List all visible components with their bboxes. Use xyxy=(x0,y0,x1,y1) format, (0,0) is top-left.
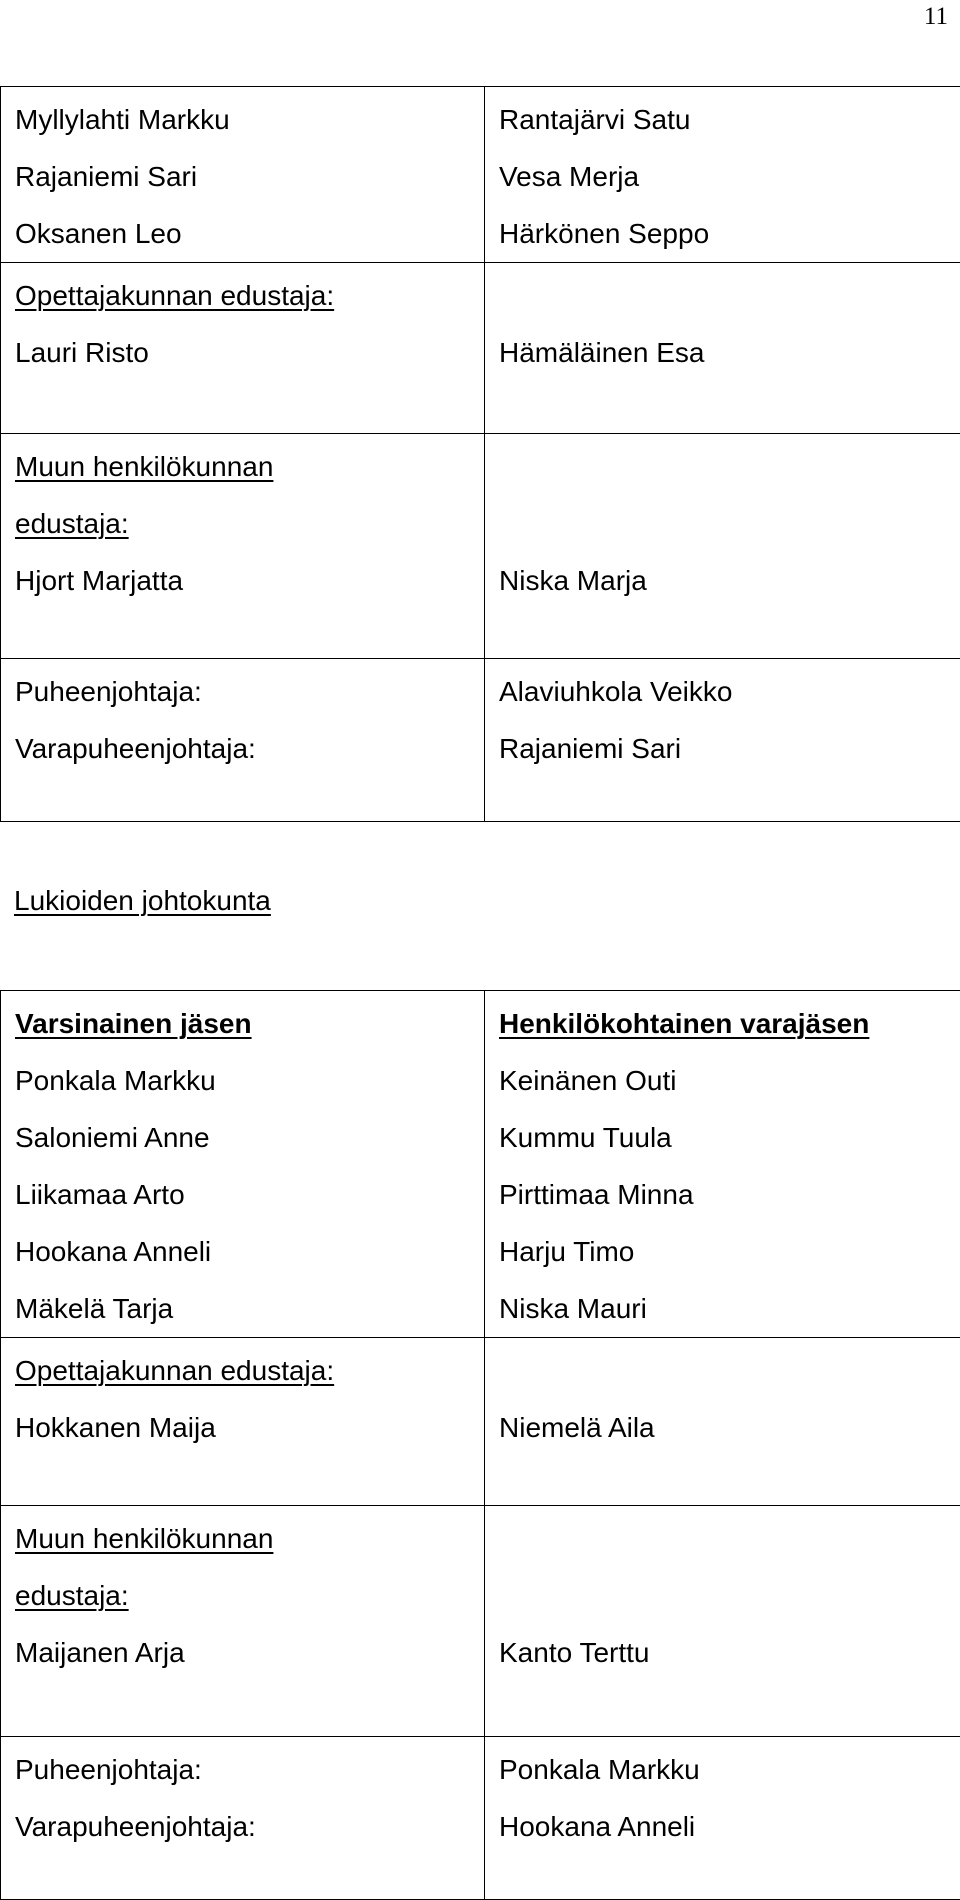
members-right-cell xyxy=(485,991,960,1338)
column-header-members: Varsinainen jäsen xyxy=(15,995,484,1052)
teacher-rep-deputy: Hämäläinen Esa xyxy=(499,324,960,381)
teacher-rep-deputy: Niemelä Aila xyxy=(499,1399,960,1456)
teacher-rep-right-cell xyxy=(485,1338,960,1506)
chair-name: Alaviuhkola Veikko xyxy=(499,663,960,720)
staff-rep-member: Maijanen Arja xyxy=(15,1624,484,1681)
staff-rep-left-cell xyxy=(1,1506,485,1737)
members-left-cell xyxy=(1,991,485,1338)
staff-rep-heading: Muun henkilökunnan xyxy=(15,1510,484,1567)
staff-rep-deputy: Kanto Terttu xyxy=(499,1624,960,1681)
chairs-right-cell xyxy=(485,1737,960,1900)
staff-rep-right-cell xyxy=(485,1506,960,1737)
deputy-name: Niska Mauri xyxy=(499,1280,960,1337)
staff-rep-heading: edustaja: xyxy=(15,1567,484,1624)
teacher-rep-heading: Opettajakunnan edustaja: xyxy=(15,267,484,324)
deputy-name: Rantajärvi Satu xyxy=(499,91,960,148)
teacher-rep-right-cell xyxy=(485,263,960,434)
deputy-name: Kummu Tuula xyxy=(499,1109,960,1166)
chairs-row xyxy=(1,1737,960,1900)
vice-chair-name: Hookana Anneli xyxy=(499,1798,960,1855)
members-right-cell xyxy=(485,87,960,263)
vice-chair-label: Varapuheenjohtaja: xyxy=(15,720,484,777)
deputy-name: Harju Timo xyxy=(499,1223,960,1280)
deputy-name: Pirttimaa Minna xyxy=(499,1166,960,1223)
teacher-rep-heading: Opettajakunnan edustaja: xyxy=(15,1342,484,1399)
deputy-name: Härkönen Seppo xyxy=(499,205,960,262)
column-header-deputies: Henkilökohtainen varajäsen xyxy=(499,995,960,1052)
deputy-name: Keinänen Outi xyxy=(499,1052,960,1109)
member-name: Saloniemi Anne xyxy=(15,1109,484,1166)
teacher-rep-member: Lauri Risto xyxy=(15,324,484,381)
member-name: Rajaniemi Sari xyxy=(15,148,484,205)
staff-rep-heading: edustaja: xyxy=(15,495,484,552)
teacher-rep-row xyxy=(1,263,960,434)
deputy-name: Vesa Merja xyxy=(499,148,960,205)
staff-rep-deputy: Niska Marja xyxy=(499,552,960,609)
members-row xyxy=(1,991,960,1338)
member-name: Ponkala Markku xyxy=(15,1052,484,1109)
page-number: 11 xyxy=(888,0,948,34)
teacher-rep-left-cell xyxy=(1,263,485,434)
board-table-2 xyxy=(0,990,960,1900)
members-left-cell xyxy=(1,87,485,263)
member-name: Oksanen Leo xyxy=(15,205,484,262)
chair-name: Ponkala Markku xyxy=(499,1741,960,1798)
member-name: Myllylahti Markku xyxy=(15,91,484,148)
chairs-left-cell xyxy=(1,1737,485,1900)
staff-rep-left-cell xyxy=(1,434,485,659)
staff-rep-right-cell xyxy=(485,434,960,659)
section-heading: Lukioiden johtokunta xyxy=(14,872,271,929)
staff-rep-heading: Muun henkilökunnan xyxy=(15,438,484,495)
board-table-1 xyxy=(0,86,960,822)
staff-rep-member: Hjort Marjatta xyxy=(15,552,484,609)
teacher-rep-member: Hokkanen Maija xyxy=(15,1399,484,1456)
chairs-right-cell xyxy=(485,659,960,822)
chairs-left-cell xyxy=(1,659,485,822)
member-name: Liikamaa Arto xyxy=(15,1166,484,1223)
vice-chair-label: Varapuheenjohtaja: xyxy=(15,1798,484,1855)
vice-chair-name: Rajaniemi Sari xyxy=(499,720,960,777)
teacher-rep-left-cell xyxy=(1,1338,485,1506)
teacher-rep-row xyxy=(1,1338,960,1506)
members-row xyxy=(1,87,960,263)
member-name: Hookana Anneli xyxy=(15,1223,484,1280)
member-name: Mäkelä Tarja xyxy=(15,1280,484,1337)
staff-rep-row xyxy=(1,434,960,659)
chair-label: Puheenjohtaja: xyxy=(15,1741,484,1798)
staff-rep-row xyxy=(1,1506,960,1737)
chairs-row xyxy=(1,659,960,822)
chair-label: Puheenjohtaja: xyxy=(15,663,484,720)
